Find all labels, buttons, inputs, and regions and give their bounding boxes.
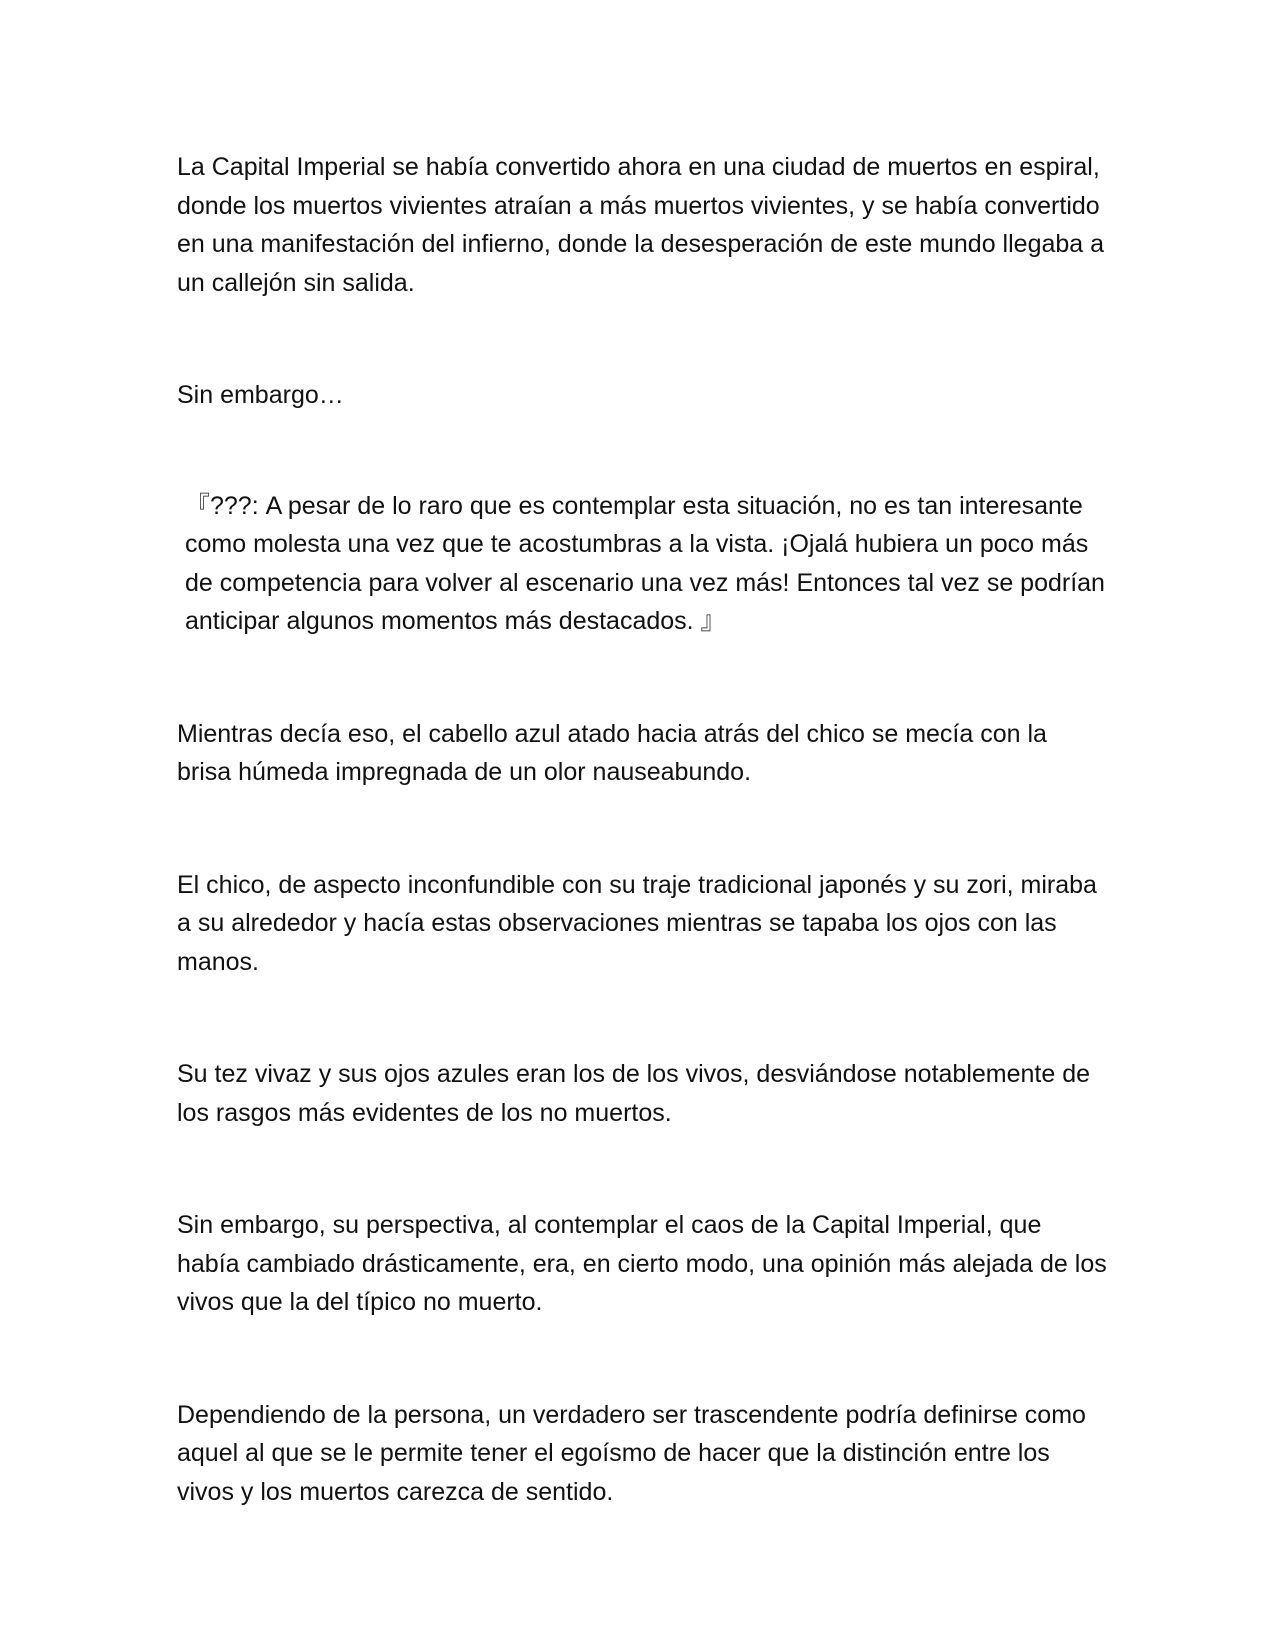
paragraph-transition: Sin embargo…: [177, 381, 344, 409]
paragraph-transcendent: Dependiendo de la persona, un verdadero ser trascendente podría definirse como aquel al que se le permite tener el egoísmo de hacer que la distinción entre los vivos y los muertos carezca de sentido.: [177, 1400, 1086, 1506]
paragraph-boy-appearance: El chico, de aspecto inconfundible con su traje tradicional japonés y su zori, miraba a su alrededor y hacía estas observaciones mientras se tapaba los ojos con las manos.: [177, 870, 1097, 976]
paragraph-complexion: Su tez vivaz y sus ojos azules eran los de los vivos, desviándose notablemente de los rasgos más evidentes de los no muertos.: [177, 1060, 1091, 1127]
paragraph-hair-description: Mientras decía eso, el cabello azul atado hacia atrás del chico se mecía con la brisa húmeda impregnada de un olor nauseabundo.: [177, 719, 1047, 786]
paragraph-dialogue: 『???: A pesar de lo raro que es contemplar esta situación, no es tan interesante como molesta una vez que te acostumbras a la vista. ¡Ojalá hubiera un poco más de competencia para volver al escenario una vez más! Entonces tal vez se podrían anticipar algunos momentos más destacados. 』: [185, 491, 1105, 635]
paragraph-perspective: Sin embargo, su perspectiva, al contemplar el caos de la Capital Imperial, que había cambiado drásticamente, era, en cierto modo, una opinión más alejada de los vivos que la del típico no muerto.: [177, 1211, 1107, 1316]
paragraph-capital-description: La Capital Imperial se había convertido ahora en una ciudad de muertos en espiral, donde los muertos vivientes atraían a más muertos vivientes, y se había convertido en una manifestación del infierno, donde la desesperación de este mundo llegaba a un callejón sin salida.: [177, 153, 1105, 297]
body-text: [177, 148, 1107, 1511]
